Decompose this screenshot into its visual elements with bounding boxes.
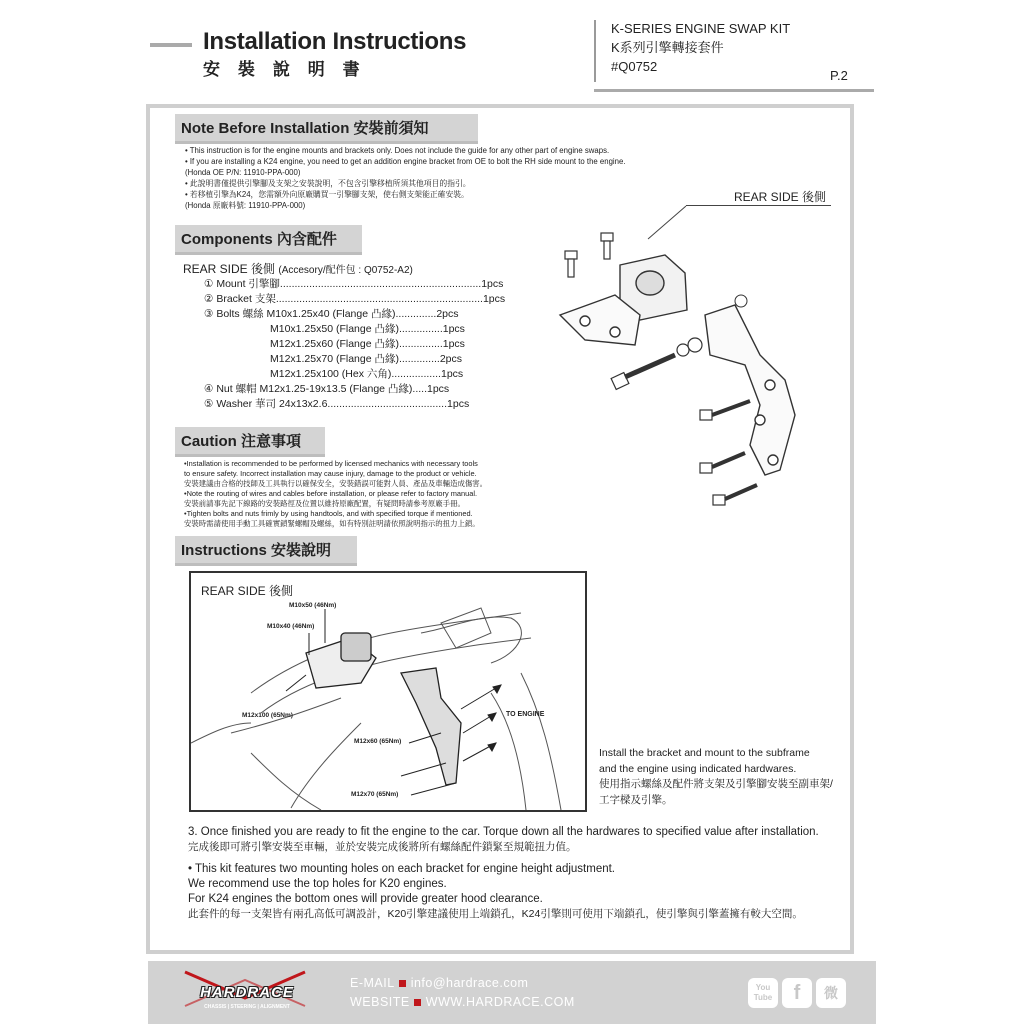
page-title: Installation Instructions: [203, 28, 467, 55]
step-line: and the engine using indicated hardwares.: [599, 762, 797, 775]
note-line: • 若移植引擎為K24，您需額外向原廠購買一引擎腳支架，使右側支架能正確安裝。: [185, 190, 469, 199]
website-link[interactable]: WWW.HARDRACE.COM: [425, 995, 575, 1009]
component-item: ⑤ Washer 華司 24x13x2.6.........................................1pcs: [204, 398, 470, 410]
kit-name-zh: K系列引擎轉接套件: [611, 40, 724, 55]
website-label: WEBSITE: [350, 995, 410, 1009]
long-bolt-icon: [611, 338, 702, 389]
caution-text: [184, 459, 487, 529]
note-line: • This instruction is for the engine mounts and brackets only. Does not include the guide for any other part of engine swaps.: [185, 146, 610, 155]
caution-line: 安裝時需請使用手動工具確實鎖緊螺帽及螺絲，如有特別註明請依照說明指示的扭力上鎖。: [184, 519, 480, 528]
step-description: [599, 746, 833, 808]
caution-line: 安裝前請事先記下線路的安裝路徑及位置以維持原廠配置，有疑問時請參考原廠手冊。: [184, 499, 465, 508]
step-3-line: 完成後即可將引擎安裝至車輛，並於安裝完成後將所有螺絲配件鎖緊至規範扭力值。: [188, 841, 577, 853]
note-text: [185, 145, 626, 211]
caution-line: •Tighten bolts and nuts frimly by using handtools, and with specified torque if mentioned.: [184, 509, 473, 518]
caution-line: 安裝建議由合格的技師及工具執行以確保安全，安裝錯誤可能對人員、產品及車輛造成傷害。: [184, 479, 488, 488]
footer-website: [350, 995, 575, 1009]
facebook-text: f: [793, 982, 801, 1004]
note-bullet-line: We recommend use the top holes for K20 engines.: [188, 878, 447, 890]
components-subtitle-main: REAR SIDE 後側: [183, 262, 276, 276]
label-m10x50: M10x50 (46Nm): [289, 602, 337, 609]
component-item: M12x1.25x70 (Flange 凸緣)..............2pcs: [270, 353, 462, 365]
email-label: E-MAIL: [350, 976, 395, 990]
header-right-rule: [594, 89, 874, 92]
note-line: • If you are installing a K24 engine, you need to get an addition engine bracket from OE to bolt the RH side mount to the engine.: [185, 157, 626, 166]
caution-heading: Caution 注意事項: [175, 427, 325, 457]
step-line: 工字樑及引擎。: [599, 793, 673, 806]
install-drawing: [191, 573, 585, 810]
email-link[interactable]: info@hardrace.com: [410, 976, 529, 990]
components-heading: Components 內含配件: [175, 225, 362, 255]
note-line: (Honda OE P/N: 11910-PPA-000): [185, 168, 301, 177]
component-item: ③ Bolts 螺絲 M10x1.25x40 (Flange 凸緣)..............2pcs: [204, 308, 459, 320]
component-item: M10x1.25x50 (Flange 凸緣)...............1pcs: [270, 323, 465, 335]
red-square-icon: [399, 980, 406, 987]
label-m12x70: M12x70 (65Nm): [351, 791, 399, 798]
wechat-text: 微: [824, 985, 838, 1001]
note-bullet-line: 此套件的每一支架皆有兩孔高低可調設計，K20引擎建議使用上端鎖孔，K24引擎則可使用下端鎖孔，使引擎與引擎蓋擁有較大空間。: [188, 908, 803, 920]
bracket-part: [705, 305, 795, 475]
engine-mount-part: [560, 255, 687, 345]
facebook-icon[interactable]: [782, 978, 812, 1008]
header-divider: [594, 20, 596, 82]
instructions-heading: Instructions 安裝說明: [175, 536, 357, 566]
note-line: (Honda 原廠料號: 11910-PPA-000): [185, 201, 306, 210]
note-line: • 此說明書僅提供引擎腳及支架之安裝說明，不包含引擎移植所須其他項目的指引。: [185, 179, 471, 188]
step-line: Install the bracket and mount to the subframe: [599, 747, 810, 759]
kit-info: [611, 19, 790, 76]
label-m12x60: M12x60 (65Nm): [354, 738, 402, 745]
footer-email: [350, 976, 528, 990]
caution-line: to ensure safety. Incorrect installation may cause injury, damage to the product or vehicle.: [184, 469, 477, 478]
kit-name: K-SERIES ENGINE SWAP KIT: [611, 21, 791, 36]
components-subtitle: [183, 260, 413, 277]
mount-in-car: [306, 633, 461, 785]
rear-side-label: REAR SIDE 後側: [734, 190, 827, 204]
components-list: [204, 277, 505, 412]
exploded-parts-drawing: [545, 205, 845, 525]
components-subtitle-accessory: (Accesory/配件包 : Q0752-A2): [278, 265, 413, 276]
caution-line: •Note the routing of wires and cables before installation, or please refer to factory manual.: [184, 489, 478, 498]
note-bullet-line: For K24 engines the bottom ones will provide greater hood clearance.: [188, 893, 543, 905]
step-line: 使用指示螺絲及配件將支架及引擎腳安裝至副車架/: [599, 778, 833, 790]
step-3: [188, 825, 819, 855]
component-item: M12x1.25x60 (Flange 凸緣)...............1pcs: [270, 338, 465, 350]
red-square-icon: [414, 999, 421, 1006]
page-title-zh: 安 裝 說 明 書: [203, 60, 366, 80]
component-item: ④ Nut 螺帽 M12x1.25-19x13.5 (Flange 凸緣).....1pcs: [204, 383, 450, 395]
brand-tagline: CHASSIS | STEERING | ALIGNMENT: [204, 1004, 290, 1010]
step-3-line: 3. Once finished you are ready to fit the engine to the car. Torque down all the hardwares to specified value after installation.: [188, 826, 819, 838]
diagram-title: REAR SIDE 後側: [201, 584, 294, 598]
component-item: ② Bracket 支架.......................................................................1pcs: [204, 293, 506, 305]
caution-line: •Installation is recommended to be performed by licensed mechanics with necessary tools: [184, 459, 478, 468]
youtube-icon[interactable]: [748, 978, 778, 1008]
note-bullet-line: • This kit features two mounting holes on each bracket for engine height adjustment.: [188, 863, 616, 875]
side-bolts-icon: [700, 401, 757, 505]
brand-name: HARDRACE: [200, 984, 294, 1001]
youtube-text: You Tube: [753, 983, 773, 1002]
height-adjust-note: [188, 862, 803, 922]
nut-icon: [735, 295, 747, 307]
note-heading: Note Before Installation 安裝前須知: [175, 114, 478, 144]
kit-code: #Q0752: [611, 59, 658, 74]
wechat-icon[interactable]: [816, 978, 846, 1008]
label-m10x40: M10x40 (46Nm): [267, 623, 315, 630]
label-to-engine: TO ENGINE: [506, 711, 545, 718]
header-left-rule: [150, 43, 192, 47]
component-item: ① Mount 引擎腳.....................................................................1pcs: [204, 278, 504, 290]
bolt-icon: [565, 233, 613, 277]
label-m12x100: M12x100 (65Nm): [242, 712, 293, 719]
instruction-diagram: [189, 571, 587, 812]
component-item: M12x1.25x100 (Hex 六角).................1pcs: [270, 368, 464, 380]
page-number: P.2: [830, 68, 848, 83]
